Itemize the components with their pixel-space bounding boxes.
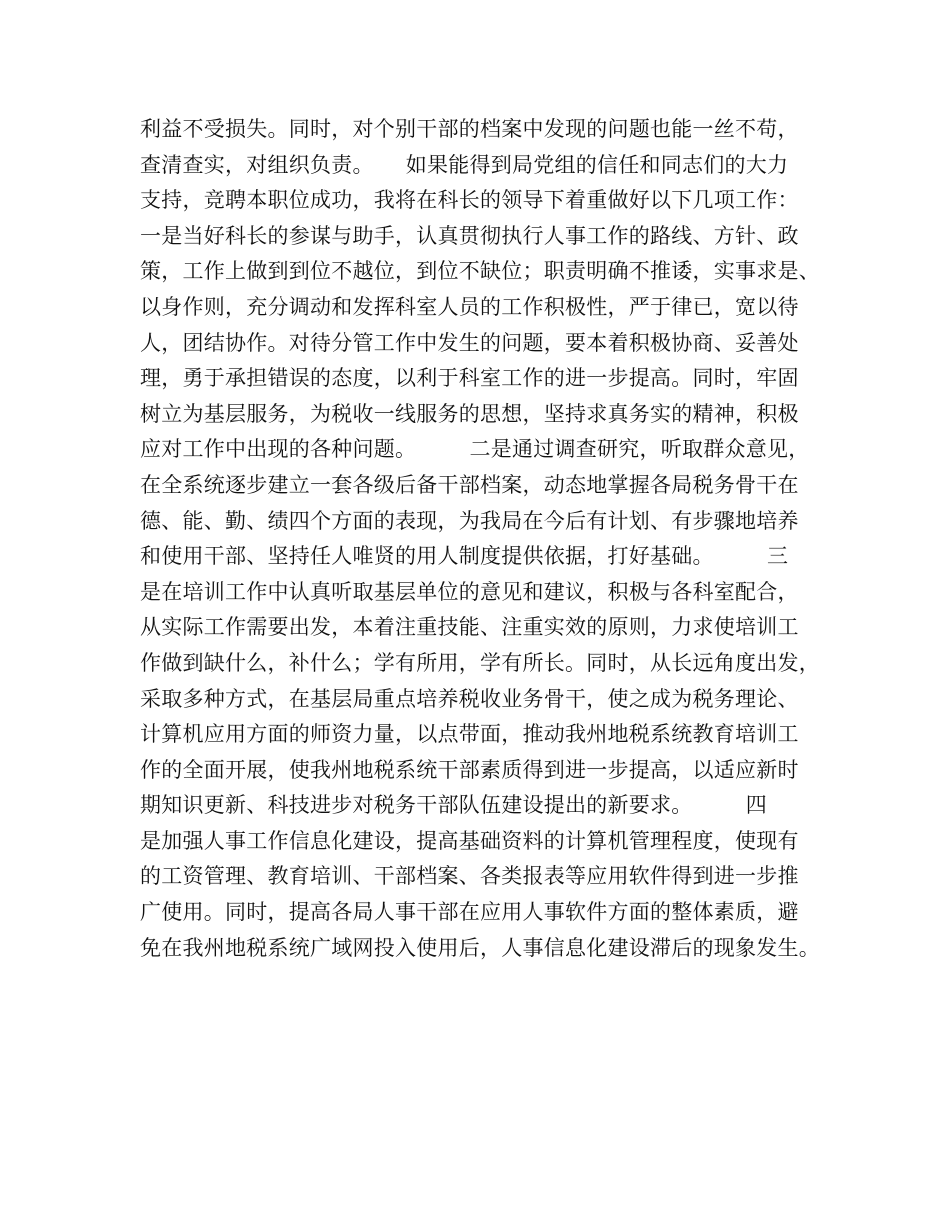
text-line: 树立为基层服务，为税收一线服务的思想，坚持求真务实的精神，积极 [140, 401, 799, 426]
text-line: 和使用干部、坚持任人唯贤的用人制度提供依据，打好基础。 三 [140, 544, 789, 569]
text-line: 查清查实，对组织负责。 如果能得到局党组的信任和同志们的大力 [140, 152, 789, 177]
text-line: 理，勇于承担错误的态度，以利于科室工作的进一步提高。同时，牢固 [140, 366, 799, 391]
text-line: 一是当好科长的参谋与助手，认真贯彻执行人事工作的路线、方针、政 [140, 223, 799, 248]
text-line: 是加强人事工作信息化建设，提高基础资料的计算机管理程度，使现有 [140, 828, 799, 853]
text-line: 作做到缺什么，补什么；学有所用，学有所长。同时，从长远角度出发， [140, 650, 820, 675]
text-line: 计算机应用方面的师资力量，以点带面，推动我州地税系统教育培训工 [140, 722, 799, 747]
text-line: 广使用。同时，提高各局人事干部在应用人事软件方面的整体素质，避 [140, 900, 799, 925]
text-line: 策，工作上做到到位不越位，到位不缺位；职责明确不推诿，实事求是、 [140, 259, 820, 284]
text-line: 的工资管理、教育培训、干部档案、各类报表等应用软件得到进一步推 [140, 864, 799, 889]
body-text [140, 112, 840, 966]
text-line: 期知识更新、科技进步对税务干部队伍建设提出的新要求。 四 [140, 793, 767, 818]
text-line: 支持，竞聘本职位成功，我将在科长的领导下着重做好以下几项工作： [140, 188, 799, 213]
text-line: 作的全面开展，使我州地税系统干部素质得到进一步提高，以适应新时 [140, 757, 799, 782]
text-line: 利益不受损失。同时，对个别干部的档案中发现的问题也能一丝不苟， [140, 117, 799, 141]
text-line: 是在培训工作中认真听取基层单位的意见和建议，积极与各科室配合， [140, 579, 799, 604]
text-line: 以身作则，充分调动和发挥科室人员的工作积极性，严于律已，宽以待 [140, 294, 799, 319]
text-line: 在全系统逐步建立一套各级后备干部档案，动态地掌握各局税务骨干在 [140, 472, 799, 497]
text-line: 采取多种方式，在基层局重点培养税收业务骨干，使之成为税务理论、 [140, 686, 799, 711]
text-line: 从实际工作需要出发，本着注重技能、注重实效的原则，力求使培训工 [140, 615, 799, 640]
text-line: 德、能、勤、绩四个方面的表现，为我局在今后有计划、有步骤地培养 [140, 508, 799, 533]
text-line: 免在我州地税系统广域网投入使用后，人事信息化建设滞后的现象发生。 [140, 935, 820, 960]
text-line: 应对工作中出现的各种问题。 二是通过调查研究，听取群众意见， [140, 437, 810, 462]
text-line: 人，团结协作。对待分管工作中发生的问题，要本着积极协商、妥善处 [140, 330, 799, 355]
